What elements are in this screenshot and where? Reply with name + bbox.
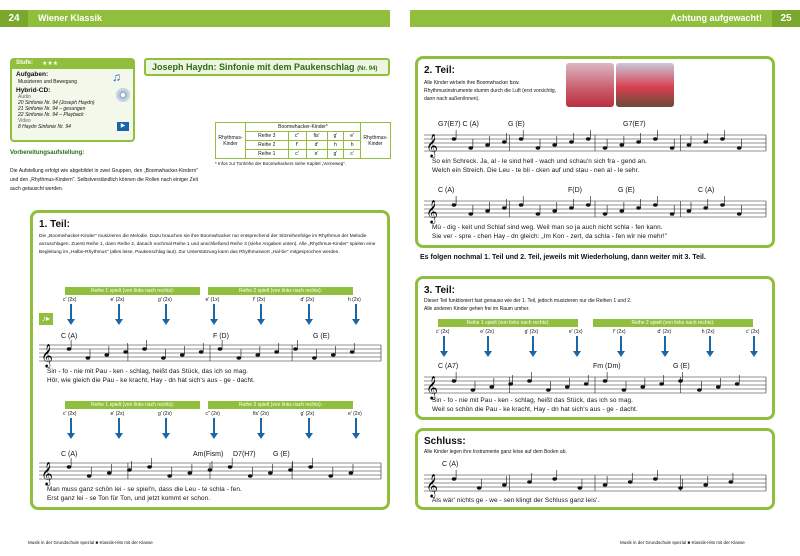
music-staff [424,197,766,221]
chord: C (A) [61,333,78,340]
teil3-heading: 3. Teil: [424,285,455,296]
arrow-down-icon [529,351,537,357]
note-label: e' (2x) [110,297,125,303]
chord: F (D) [213,333,229,340]
lyrics-line: Sin - fo - nie mit Pau - ken - schlag, heißt das Stück, das ich so mag. [432,397,634,404]
note-head [519,203,524,206]
teil3-text2: Alle anderen Kinder gehen frei im Raum umher. [424,306,530,312]
audio-label: Audio [18,94,31,100]
chord: D7(H7) [233,451,256,458]
note-head [687,209,692,212]
note-head [578,486,583,489]
note-head [107,471,112,474]
lyrics-line: So ein Schreck. Ja, al - le sind hell - wach und schau'n sich fra - gend an. [432,158,647,165]
page-title: Joseph Haydn: Sinfonie mit dem Paukenschlag (Nr. 94) [144,58,390,76]
note-label: c' (2x) [436,329,450,335]
chord: G (E) [508,121,525,128]
note-head [477,486,482,489]
note-head [308,465,313,468]
note-head [622,388,627,391]
footer-left: Musik in der Grundschule spezial ■ Klassik-Hits mit der Klasse [28,540,153,545]
note-head [485,209,490,212]
note-label: e' (1x) [568,329,583,335]
arrow-down-icon [162,433,170,439]
note-head [288,468,293,471]
note-head [636,206,641,209]
note-head [697,388,702,391]
lyrics-line: Welch ein Streich. Die Leu - te bli - cken auf und stau - nen al - le sehr. [432,167,640,174]
arrow-down-icon [118,304,120,320]
arrow-down-icon [487,336,489,352]
arrow-down-icon [620,336,622,352]
arrow-down-icon [352,319,360,325]
note-head [569,140,574,143]
note-head [653,203,658,206]
note-head [603,379,608,382]
aufgaben-text: Musizieren und Bewegung [18,79,77,85]
arrow-down-icon [664,336,666,352]
arrow-down-icon [67,319,75,325]
table-cell: g' [327,132,344,141]
chord: G (E) [273,451,290,458]
table-cell: fis' [306,132,327,141]
note-head [653,137,658,140]
note-head [328,474,333,477]
arrow-down-icon [573,351,581,357]
teil1-bar-reihe2: Reihe 2 spielt (von links nach rechts): [208,287,353,295]
arrow-down-icon [305,433,313,439]
note-head [687,143,692,146]
music-staff [424,471,766,495]
arrow-down-icon [213,418,215,434]
table-cell: c'' [288,132,306,141]
prep-text: Die Aufstellung erfolgt wie abgebildet in zwei Gruppen, den „Boomwhacker-Kindern" und den „Rhythmus-Kindern". Selbstverständlich können die Rollen nach einiger Zeit auch getauscht werden. [10,168,198,192]
arrow-down-icon [70,304,72,320]
aufgaben-label: Aufgaben: [16,71,49,78]
table-cell: e' [306,150,327,159]
lyrics-line: Erst ganz lei - se Ton für Ton, und jetzt kommt er schon. [47,495,211,502]
header-right-title: Achtung aufgewacht! [410,10,772,27]
arrow-down-icon [308,304,310,320]
note-head [737,146,742,149]
note-head [703,206,708,209]
arrow-down-icon [260,418,262,434]
note-head [603,146,608,149]
note-head [552,143,557,146]
arrow-down-icon [443,336,445,352]
stufe-stars: ★★★ [42,61,59,67]
table-cell: h [344,141,361,150]
note-head [67,347,72,350]
note-head [603,212,608,215]
note-head [471,388,476,391]
note-head [268,471,273,474]
note-head [123,350,128,353]
arrow-down-icon [260,304,262,320]
note-head [86,356,91,359]
note-head [188,471,193,474]
header-left-title: Wiener Klassik [28,10,390,27]
arrow-down-icon [532,336,534,352]
arrow-down-icon [165,418,167,434]
chord: F(D) [568,187,582,194]
note-head [619,209,624,212]
note-head [237,356,242,359]
note-head [527,480,532,483]
note-head [619,143,624,146]
note-head [670,146,675,149]
note-label: c' (2x) [63,297,77,303]
track-20: 20 Sinfonie Nr. 94 (Joseph Haydn) [18,100,95,106]
teil2-text: Alle Kinder wirbeln ihre Boomwhacker bzw. Rhythmusinstrumente stumm durch die Luft (erst vorsichtig, dann nach außen/innen). [424,80,556,102]
note-label: f' (2x) [613,329,626,335]
arrow-down-icon [576,336,578,352]
arrow-down-icon [661,351,669,357]
note-head [586,203,591,206]
note-head [468,146,473,149]
table-cell: d' [306,141,327,150]
note-head [628,480,633,483]
chord: C (A) [438,187,455,194]
note-head [552,209,557,212]
note-head [161,356,166,359]
arrow-down-icon [213,304,215,320]
note-head [735,382,740,385]
treble-clef-icon: 𝄞 [426,201,438,223]
note-head [104,353,109,356]
chord: C (A7) [438,363,459,370]
note-head [536,212,541,215]
hybrid-label: Hybrid-CD: [16,87,51,94]
table-cell: Reihe 3 [246,132,289,141]
note-head [142,347,147,350]
note-head [636,140,641,143]
arrow-down-icon [484,351,492,357]
note-head [331,353,336,356]
arrow-down-icon [257,433,265,439]
arrow-down-icon [115,433,123,439]
track-21: 21 Sinfonie Nr. 94 – gesungen [18,106,86,112]
chord: C (A) [61,451,78,458]
teil1-bar2-reihe1: Reihe 1 spielt (von links nach rechts): [65,401,200,409]
table-cell: f' [288,141,306,150]
teil1-heading: 1. Teil: [39,219,70,230]
note-head [199,350,204,353]
note-head [536,146,541,149]
treble-clef-icon: 𝄞 [426,475,438,497]
teil2-box [415,56,775,248]
note-head [603,483,608,486]
note-head [659,382,664,385]
note-head [670,212,675,215]
arrow-down-icon [305,319,313,325]
note-label: g' (2x) [158,411,172,417]
note-head [87,474,92,477]
note-head [208,468,213,471]
note-head [678,379,683,382]
arrow-down-icon [355,418,357,434]
note-label: e' (2x) [110,411,125,417]
note-head [502,206,507,209]
cd-icon [116,88,130,102]
note-head [586,137,591,140]
teil3-text1: Dieser Teil funktioniert fast genauso wie der 1. Teil, jedoch musizieren nur die Reihen 1 und 2. [424,298,632,304]
note-head [180,353,185,356]
arrow-down-icon [709,336,711,352]
lyrics-line: Sin - fo - nie mit Pau - ken - schlag, heißt das Stück, das ich so mag. [47,368,249,375]
note-head [218,347,223,350]
arrow-down-icon [352,433,360,439]
teil3-bar-reihe1: Reihe 1 spielt (von links nach rechts): [438,319,578,327]
note-head [508,382,513,385]
chord: G7(E7) C (A) [438,121,479,128]
note-label: e' (2x) [348,411,362,417]
note-head [452,379,457,382]
chord: G (E) [618,187,635,194]
note-label: fis' (2x) [253,411,269,417]
note-head [703,140,708,143]
note-head [552,477,557,480]
lyrics-line: Sie ver - spre - chen Hay - dn gleich: „Im Kon - zert, da schla - fen wir nie mehr!" [432,233,668,240]
arrow-down-icon [706,351,714,357]
note-head [565,385,570,388]
arrow-down-icon [70,418,72,434]
lyrics-line: Als wär' nichts ge - we - sen klingt der Schluss ganz leis'. [432,497,600,504]
note-head [519,137,524,140]
note-head [167,474,172,477]
table-cell: c' [344,150,361,159]
chord: C (A) [442,461,459,468]
table-footnote: * Infos zur Tonhöhe der Boomwhackers siehe Kapitel „Vorneweg". [215,161,347,166]
arrow-down-icon [617,351,625,357]
treble-clef-icon: 𝄞 [426,135,438,157]
table-cell: Reihe 2 [246,141,289,150]
arrow-down-icon [67,433,75,439]
note-label: c'' (2x) [205,411,220,417]
teil1-bar2-reihe3: Reihe 3 spielt (von links nach rechts): [208,401,353,409]
note-head [127,468,132,471]
note-label: c' (2x) [746,329,760,335]
arrow-down-icon [750,351,758,357]
arrow-down-icon [210,319,218,325]
note-label: e' (1x) [205,297,220,303]
arrow-down-icon [118,418,120,434]
schluss-box [415,428,775,510]
music-staff [424,373,766,397]
note-label: g' (2x) [300,411,315,417]
note-label: g' (2x) [524,329,539,335]
note-label: g' (2x) [158,297,172,303]
table-cell: g' [327,150,344,159]
photo-child-1 [566,63,614,107]
note-label: e' (2x) [480,329,495,335]
arrow-down-icon [115,319,123,325]
note-head [248,474,253,477]
note-label: h (2x) [348,297,361,303]
music-staff [39,341,381,365]
note-label: f' (2x) [253,297,266,303]
note-head [312,356,317,359]
note-head [485,143,490,146]
stufe-label: Stufe: [16,60,33,66]
note-head [489,385,494,388]
note-head [720,203,725,206]
table-header-mid: Boomwhacker-Kinder* [246,123,361,132]
teil2-heading: 2. Teil: [424,65,455,76]
arrow-down-icon [753,336,755,352]
table-header-right: Rhythmus-Kinder [361,123,391,159]
lyrics-line: Mü - dig - keit und Schlaf sind weg. Weil man so ja auch nicht schla - fen kann. [432,224,663,231]
music-staff [424,131,766,155]
video-label: Video [18,118,31,124]
chord: C (A) [698,187,715,194]
note-head [720,137,725,140]
note-head [678,486,683,489]
note-label: c' (2x) [63,411,77,417]
note-head [255,353,260,356]
note-head [350,350,355,353]
note-head [452,203,457,206]
repeat-banner: Es folgen nochmal 1. Teil und 2. Teil, jeweils mit Wiederholung, dann weiter mit 3. Teil. [420,254,706,261]
table-cell: c' [288,150,306,159]
note-head [703,483,708,486]
lyrics-line: Weil so schön die Pau - ke kracht, Hay - dn hat sich's aus - ge - dacht. [432,406,638,413]
note-head [67,465,72,468]
footer-right: Musik in der Grundschule spezial ■ Klassik-Hits mit der Klasse [620,540,745,545]
note-head [729,480,734,483]
note-head [716,385,721,388]
note-head [147,465,152,468]
table-header-left: Rhythmus-Kinder [216,123,246,159]
arrow-down-icon [257,319,265,325]
arrow-down-icon [165,304,167,320]
table-cell: h [327,141,344,150]
play-cue-icon: ♪▸ [39,313,53,325]
lyrics-line: Hör, wie gleich die Pau - ke kracht, Hay - dn hat sich's aus - ge - dacht. [47,377,255,384]
arrow-down-icon [355,304,357,320]
teil3-bar-reihe2: Reihe 2 spielt (von links nach rechts): [593,319,753,327]
note-head [502,483,507,486]
note-head [640,385,645,388]
seating-table [215,122,391,166]
treble-clef-icon: 𝄞 [41,463,53,485]
track-22: 22 Sinfonie Nr. 94 – Playback [18,112,84,118]
prep-heading: Vorbereitungsaufstellung: [10,150,85,156]
music-notes-icon: ♫ [112,70,121,84]
teil3-box [415,276,775,420]
note-label: d' (2x) [300,297,315,303]
note-head [468,212,473,215]
treble-clef-icon: 𝄞 [41,345,53,367]
schluss-text: Alle Kinder legen ihre Instrumente ganz leise auf dem Boden ab. [424,449,567,455]
note-head [653,477,658,480]
note-head [502,140,507,143]
chord: Fm (Dm) [593,363,621,370]
note-label: h (2x) [701,329,715,335]
note-label: d' (2x) [657,329,672,335]
music-staff [39,459,381,483]
arrow-down-icon [210,433,218,439]
note-head [452,137,457,140]
note-head [293,347,298,350]
note-head [274,350,279,353]
chord: G7(E7) [623,121,646,128]
lyrics-line: Man muss ganz schön lei - se spiel'n, dass die Leu - te schla - fen. [47,486,242,493]
note-head [737,212,742,215]
treble-clef-icon: 𝄞 [426,377,438,399]
teil1-text: Die „Boomwhacker-Kinder" musizieren die Melodie. Dazu brauchen sie ihre Boomwhacker nur entsprechend der Sitzreihenfolge im Rhythmus der Melodie anzuschlagen. Zuerst Reihe 1, dann Reihe 2, danach nochmal Reihe 1 und anschließend Reihe 3 (siehe Angaben unten). Alle „Rhythmus-Kinder" spielen eine Begleitung im „Halbe-Rhythmus" (alles leise, Paukenschlag laut). Zur Unterstützung kann das Rhythmuswort „Hal-be" mitgesprochen werden. [39,234,376,255]
table-cell: Reihe 1 [246,150,289,159]
chord: Am(Fism) [193,451,224,458]
note-head [452,477,457,480]
note-head [546,388,551,391]
page-number-left: 24 [0,10,28,27]
info-sidebar [10,58,135,142]
note-head [569,206,574,209]
page-number-right: 25 [772,10,800,27]
note-head [527,379,532,382]
chord: G (E) [673,363,690,370]
arrow-down-icon [308,418,310,434]
teil1-box [30,210,390,510]
arrow-down-icon [162,319,170,325]
photo-child-2 [616,63,674,107]
note-head [349,471,354,474]
teil1-bar-reihe1: Reihe 1 spielt (von links nach rechts): [65,287,200,295]
video-track: 8 Haydn Sinfonie Nr. 94 [18,124,71,130]
schluss-heading: Schluss: [424,436,466,447]
video-play-icon: ▶ [117,122,129,131]
note-head [584,382,589,385]
chord: G (E) [313,333,330,340]
note-head [228,465,233,468]
table-cell: e' [344,132,361,141]
arrow-down-icon [440,351,448,357]
